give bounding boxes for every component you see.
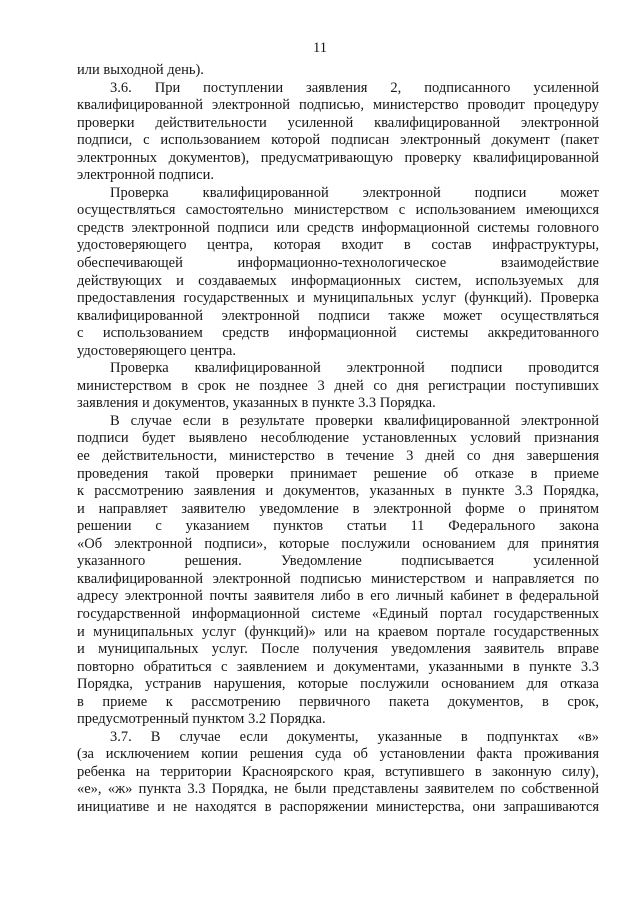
text-line: государственной информационной системе «Единый портал государственных [77,605,599,622]
text-line: действующих и создаваемых информационных систем, используемых для [77,272,599,289]
text-line: к рассмотрению заявления и документов, указанных в пункте 3.3 Порядка, [77,483,599,500]
text-line: и муниципальных услуг (функций)» или на краевом портале государственных [77,623,599,640]
text-line: 3.7. В случае если документы, указанные в подпунктах «в» [110,728,599,745]
text-line: в приеме к рассмотрению первичного пакета документов, в срок, [77,693,599,710]
text-line: «Об электронной подписи», которые послужили основанием для принятия [77,535,599,552]
page-number: 11 [313,40,327,56]
text-line: с использованием средств информационной системы аккредитованного [77,325,599,342]
text-line: инициативе и не находятся в распоряжении министерства, они запрашиваются [77,798,599,815]
text-line: квалифицированной электронной подписи также может осуществляться [77,307,599,324]
text-line: (за исключением копии решения суда об установлении факта проживания [77,746,599,763]
text-line: указанного решения. Уведомление подписывается усиленной [77,553,599,570]
text-line: электронных документов), предусматривающую проверку квалифицированной [77,149,599,166]
text-line: обеспечивающей информационно-технологическое взаимодействие [77,255,599,272]
text-line: предусмотренный пунктом 3.2 Порядка. [77,711,326,728]
text-line: проведения такой проверки принимает решение об отказе в приеме [77,465,599,482]
text-line: Проверка квалифицированной электронной подписи может [110,184,599,201]
text-line: удостоверяющего центра, которая входит в состав инфраструктуры, [77,237,599,254]
text-line: проверки действительности усиленной квалифицированной электронной [77,114,599,131]
text-line: повторно обратиться с заявлением и документами, указанными в пункте 3.3 [77,658,599,675]
text-line: подписи, с использованием которой подписан электронный документ (пакет [77,132,599,149]
text-line: В случае если в результате проверки квалифицированной электронной [110,412,599,429]
text-line: квалифицированной электронной подписью, министерство проводит процедуру [77,97,599,114]
text-line: адресу электронной почты заявителя либо в его личный кабинет в федеральной [77,588,599,605]
text-line: или выходной день). [77,62,204,78]
text-line: средств электронной подписи или средств информационной системы головного [77,219,599,236]
text-line: Порядка, устранив нарушения, которые послужили основанием для отказа [77,676,599,693]
text-line: решении с указанием пунктов статьи 11 Федерального закона [77,518,599,535]
text-line: заявления и документов, указанных в пункте 3.3 Порядка. [77,395,436,412]
document-body [77,62,599,817]
text-line: Проверка квалифицированной электронной подписи проводится [110,360,599,377]
text-line: министерством в срок не позднее 3 дней со дня регистрации поступивших [77,377,599,394]
text-line: удостоверяющего центра. [77,342,236,359]
text-line: и муниципальных услуг. После получения уведомления заявитель вправе [77,641,599,658]
text-line: электронной подписи. [77,167,214,184]
text-line: ребенка на территории Красноярского края, вступившего в законную силу), [77,763,599,780]
text-line: «е», «ж» пункта 3.3 Порядка, не были представлены заявителем по собственной [77,781,599,798]
text-line: подписи будет выявлено несоблюдение установленных условий признания [77,430,599,447]
text-line: квалифицированной электронной подписью министерством и направляется по [77,570,599,587]
text-line: ее действительности, министерство в течение 3 дней со дня завершения [77,448,599,465]
text-line: осуществляться самостоятельно министерством с использованием имеющихся [77,202,599,219]
text-line: и направляет заявителю уведомление в электронной форме о принятом [77,500,599,517]
text-line: 3.6. При поступлении заявления 2, подписанного усиленной [110,79,599,96]
text-line: предоставления государственных и муниципальных услуг (функций). Проверка [77,290,599,307]
